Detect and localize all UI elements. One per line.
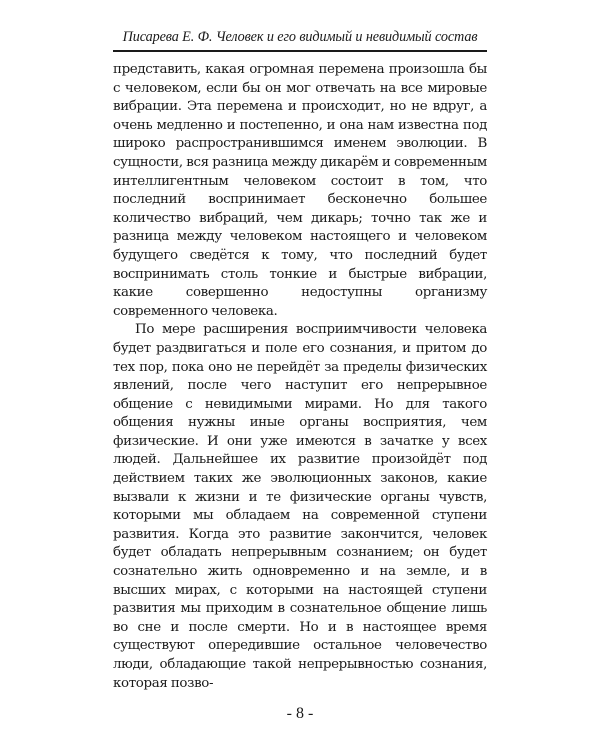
paragraph: По мере расширения восприимчивости человека будет раздвигаться и поле его сознания, и притом до тех пор, пока оно не перейдёт за пределы физических явлений, после чего наступит его непрерывное общение с невидимыми мирами. Но для такого общения нужны иные органы восприятия, чем физические. И они уже имеются в зачатке у всех людей. Дальнейшее их развитие произойдёт под действием таких же эволюционных законов, какие вызвали к жизни и те физические органы чувств, которыми мы обладаем на современной ступени развития. Когда это развитие закончится, человек будет обладать непрерывным сознанием; он будет сознательно жить одновременно и на земле, и в высших мирах, с которыми на настоящей ступени развития мы приходим в сознательное общение лишь во сне и после смерти. Но и в настоящее время существуют опередившие остальное человечество люди, обладающие такой непрерывностью сознания, которая позво-: [113, 322, 487, 691]
paragraph-continued: представить, какая огромная перемена произошла бы с человеком, если бы он мог отвечать на все мировые вибрации. Эта перемена и происходит, но не вдруг, а очень медленно и постепенно, и она нам известна под широко распространившимся именем эволюции. В сущности, вся разница между дикарём и современным интеллигентным человеком состоит в том, что последний воспринимает бесконечно большее количество вибраций, чем дикарь; точно так же и разница между человеком настоящего и человеком будущего сведётся к тому, что последний будет воспринимать столь тонкие и быстрые вибрации, какие совершенно недоступны организму современного человека.: [113, 62, 487, 319]
running-header: Писарева Е. Ф. Человек и его видимый и невидимый состав: [122, 29, 478, 45]
body-text: [113, 61, 487, 693]
page-number: - 8 -: [286, 705, 314, 722]
header-divider: [113, 50, 487, 52]
